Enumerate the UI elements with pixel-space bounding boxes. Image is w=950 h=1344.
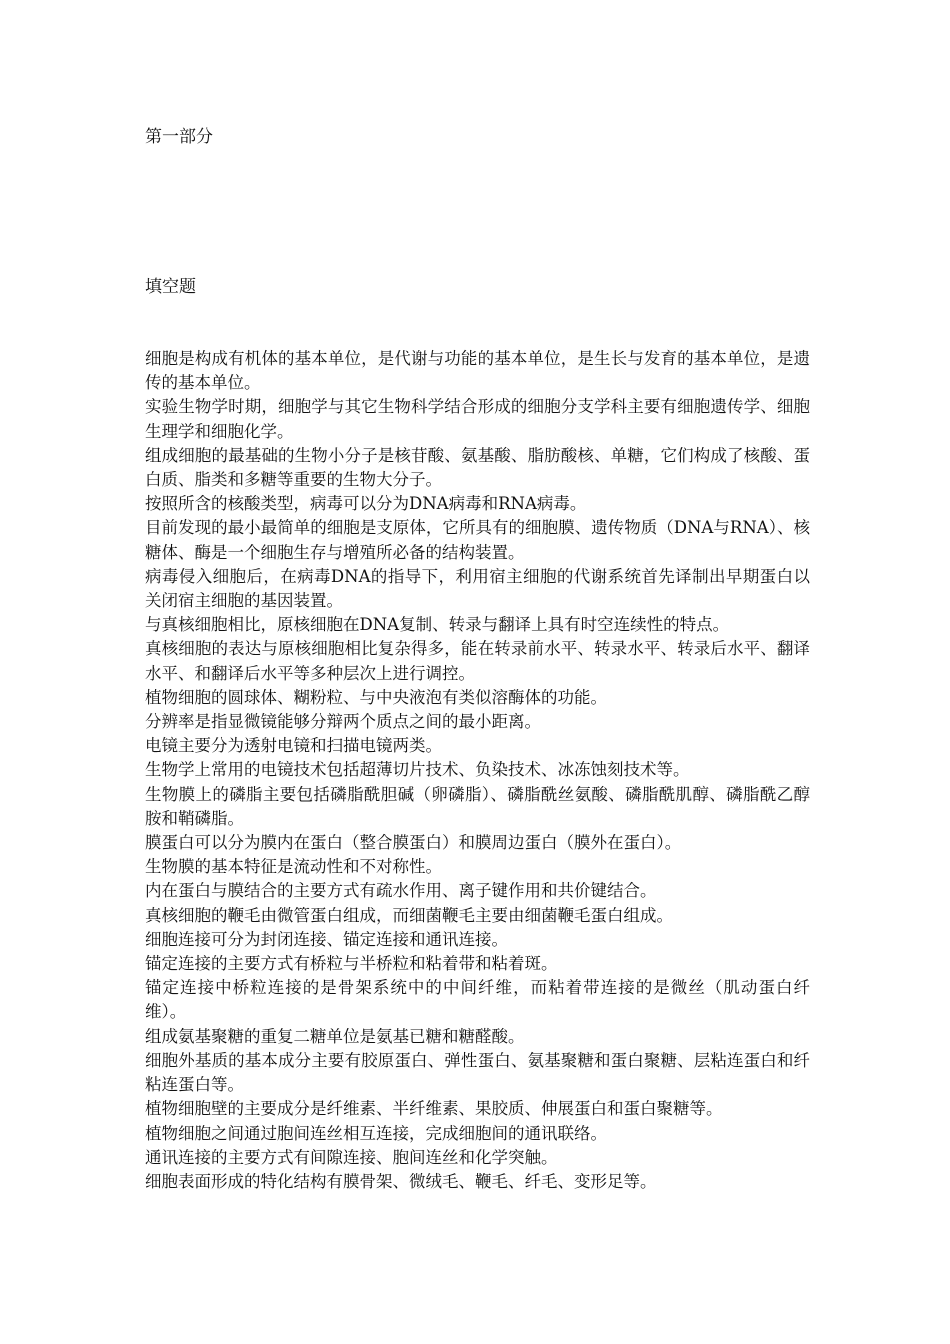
list-item: 组成细胞的最基础的生物小分子是核苷酸、氨基酸、脂肪酸核、单糖，它们构成了核酸、蛋白质、脂类和多糖等重要的生物大分子。 xyxy=(145,445,810,490)
list-item: 真核细胞的表达与原核细胞相比复杂得多，能在转录前水平、转录水平、转录后水平、翻译水平、和翻译后水平等多种层次上进行调控。 xyxy=(145,639,810,683)
list-item: 病毒侵入细胞后，在病毒DNA的指导下，利用宿主细胞的代谢系统首先译制出早期蛋白以关闭宿主细胞的基因装置。 xyxy=(145,566,810,611)
list-item: 组成氨基聚糖的重复二糖单位是氨基已糖和糖醛酸。 xyxy=(145,1026,525,1046)
section-title: 填空题 xyxy=(145,277,196,297)
list-item: 植物细胞之间通过胞间连丝相互连接，完成细胞间的通讯联络。 xyxy=(145,1123,607,1143)
list-item: 生物膜的基本特征是流动性和不对称性。 xyxy=(145,857,442,877)
list-item: 细胞表面形成的特化结构有膜骨架、微绒毛、鞭毛、纤毛、变形足等。 xyxy=(145,1171,657,1191)
list-item: 真核细胞的鞭毛由微管蛋白组成，而细菌鞭毛主要由细菌鞭毛蛋白组成。 xyxy=(145,905,673,925)
list-item: 电镜主要分为透射电镜和扫描电镜两类。 xyxy=(145,736,442,756)
list-item: 按照所含的核酸类型，病毒可以分为DNA病毒和RNA病毒。 xyxy=(145,494,587,514)
list-item: 植物细胞壁的主要成分是纤维素、半纤维素、果胶质、伸展蛋白和蛋白聚糖等。 xyxy=(145,1099,723,1119)
list-item: 锚定连接的主要方式有桥粒与半桥粒和粘着带和粘着斑。 xyxy=(145,954,558,974)
fill-in-blank-list xyxy=(145,347,810,1194)
list-item: 细胞是构成有机体的基本单位，是代谢与功能的基本单位，是生长与发育的基本单位，是遗传的基本单位。 xyxy=(145,349,810,393)
list-item: 内在蛋白与膜结合的主要方式有疏水作用、离子键作用和共价键结合。 xyxy=(145,881,657,901)
list-item: 实验生物学时期，细胞学与其它生物科学结合形成的细胞分支学科主要有细胞遗传学、细胞生理学和细胞化学。 xyxy=(145,397,810,441)
list-item: 锚定连接中桥粒连接的是骨架系统中的中间纤维，而粘着带连接的是微丝（肌动蛋白纤维）。 xyxy=(145,978,810,1022)
list-item: 分辨率是指显微镜能够分辩两个质点之间的最小距离。 xyxy=(145,712,541,732)
list-item: 膜蛋白可以分为膜内在蛋白（整合膜蛋白）和膜周边蛋白（膜外在蛋白）。 xyxy=(145,833,682,853)
part-title: 第一部分 xyxy=(145,127,213,147)
list-item: 与真核细胞相比，原核细胞在DNA复制、转录与翻译上具有时空连续性的特点。 xyxy=(145,615,730,635)
list-item: 细胞连接可分为封闭连接、锚定连接和通讯连接。 xyxy=(145,929,508,949)
list-item: 通讯连接的主要方式有间隙连接、胞间连丝和化学突触。 xyxy=(145,1147,558,1167)
list-item: 目前发现的最小最简单的细胞是支原体，它所具有的细胞膜、遗传物质（DNA与RNA）、核糖体、酶是一个细胞生存与增殖所必备的结构装置。 xyxy=(145,518,810,562)
list-item: 生物膜上的磷脂主要包括磷脂酰胆碱（卵磷脂）、磷脂酰丝氨酸、磷脂酰肌醇、磷脂酰乙醇胺和鞘磷脂。 xyxy=(145,784,810,828)
list-item: 植物细胞的圆球体、糊粉粒、与中央液泡有类似溶酶体的功能。 xyxy=(145,687,607,707)
list-item: 细胞外基质的基本成分主要有胶原蛋白、弹性蛋白、氨基聚糖和蛋白聚糖、层粘连蛋白和纤粘连蛋白等。 xyxy=(145,1050,810,1095)
list-item: 生物学上常用的电镜技术包括超薄切片技术、负染技术、冰冻蚀刻技术等。 xyxy=(145,760,690,780)
